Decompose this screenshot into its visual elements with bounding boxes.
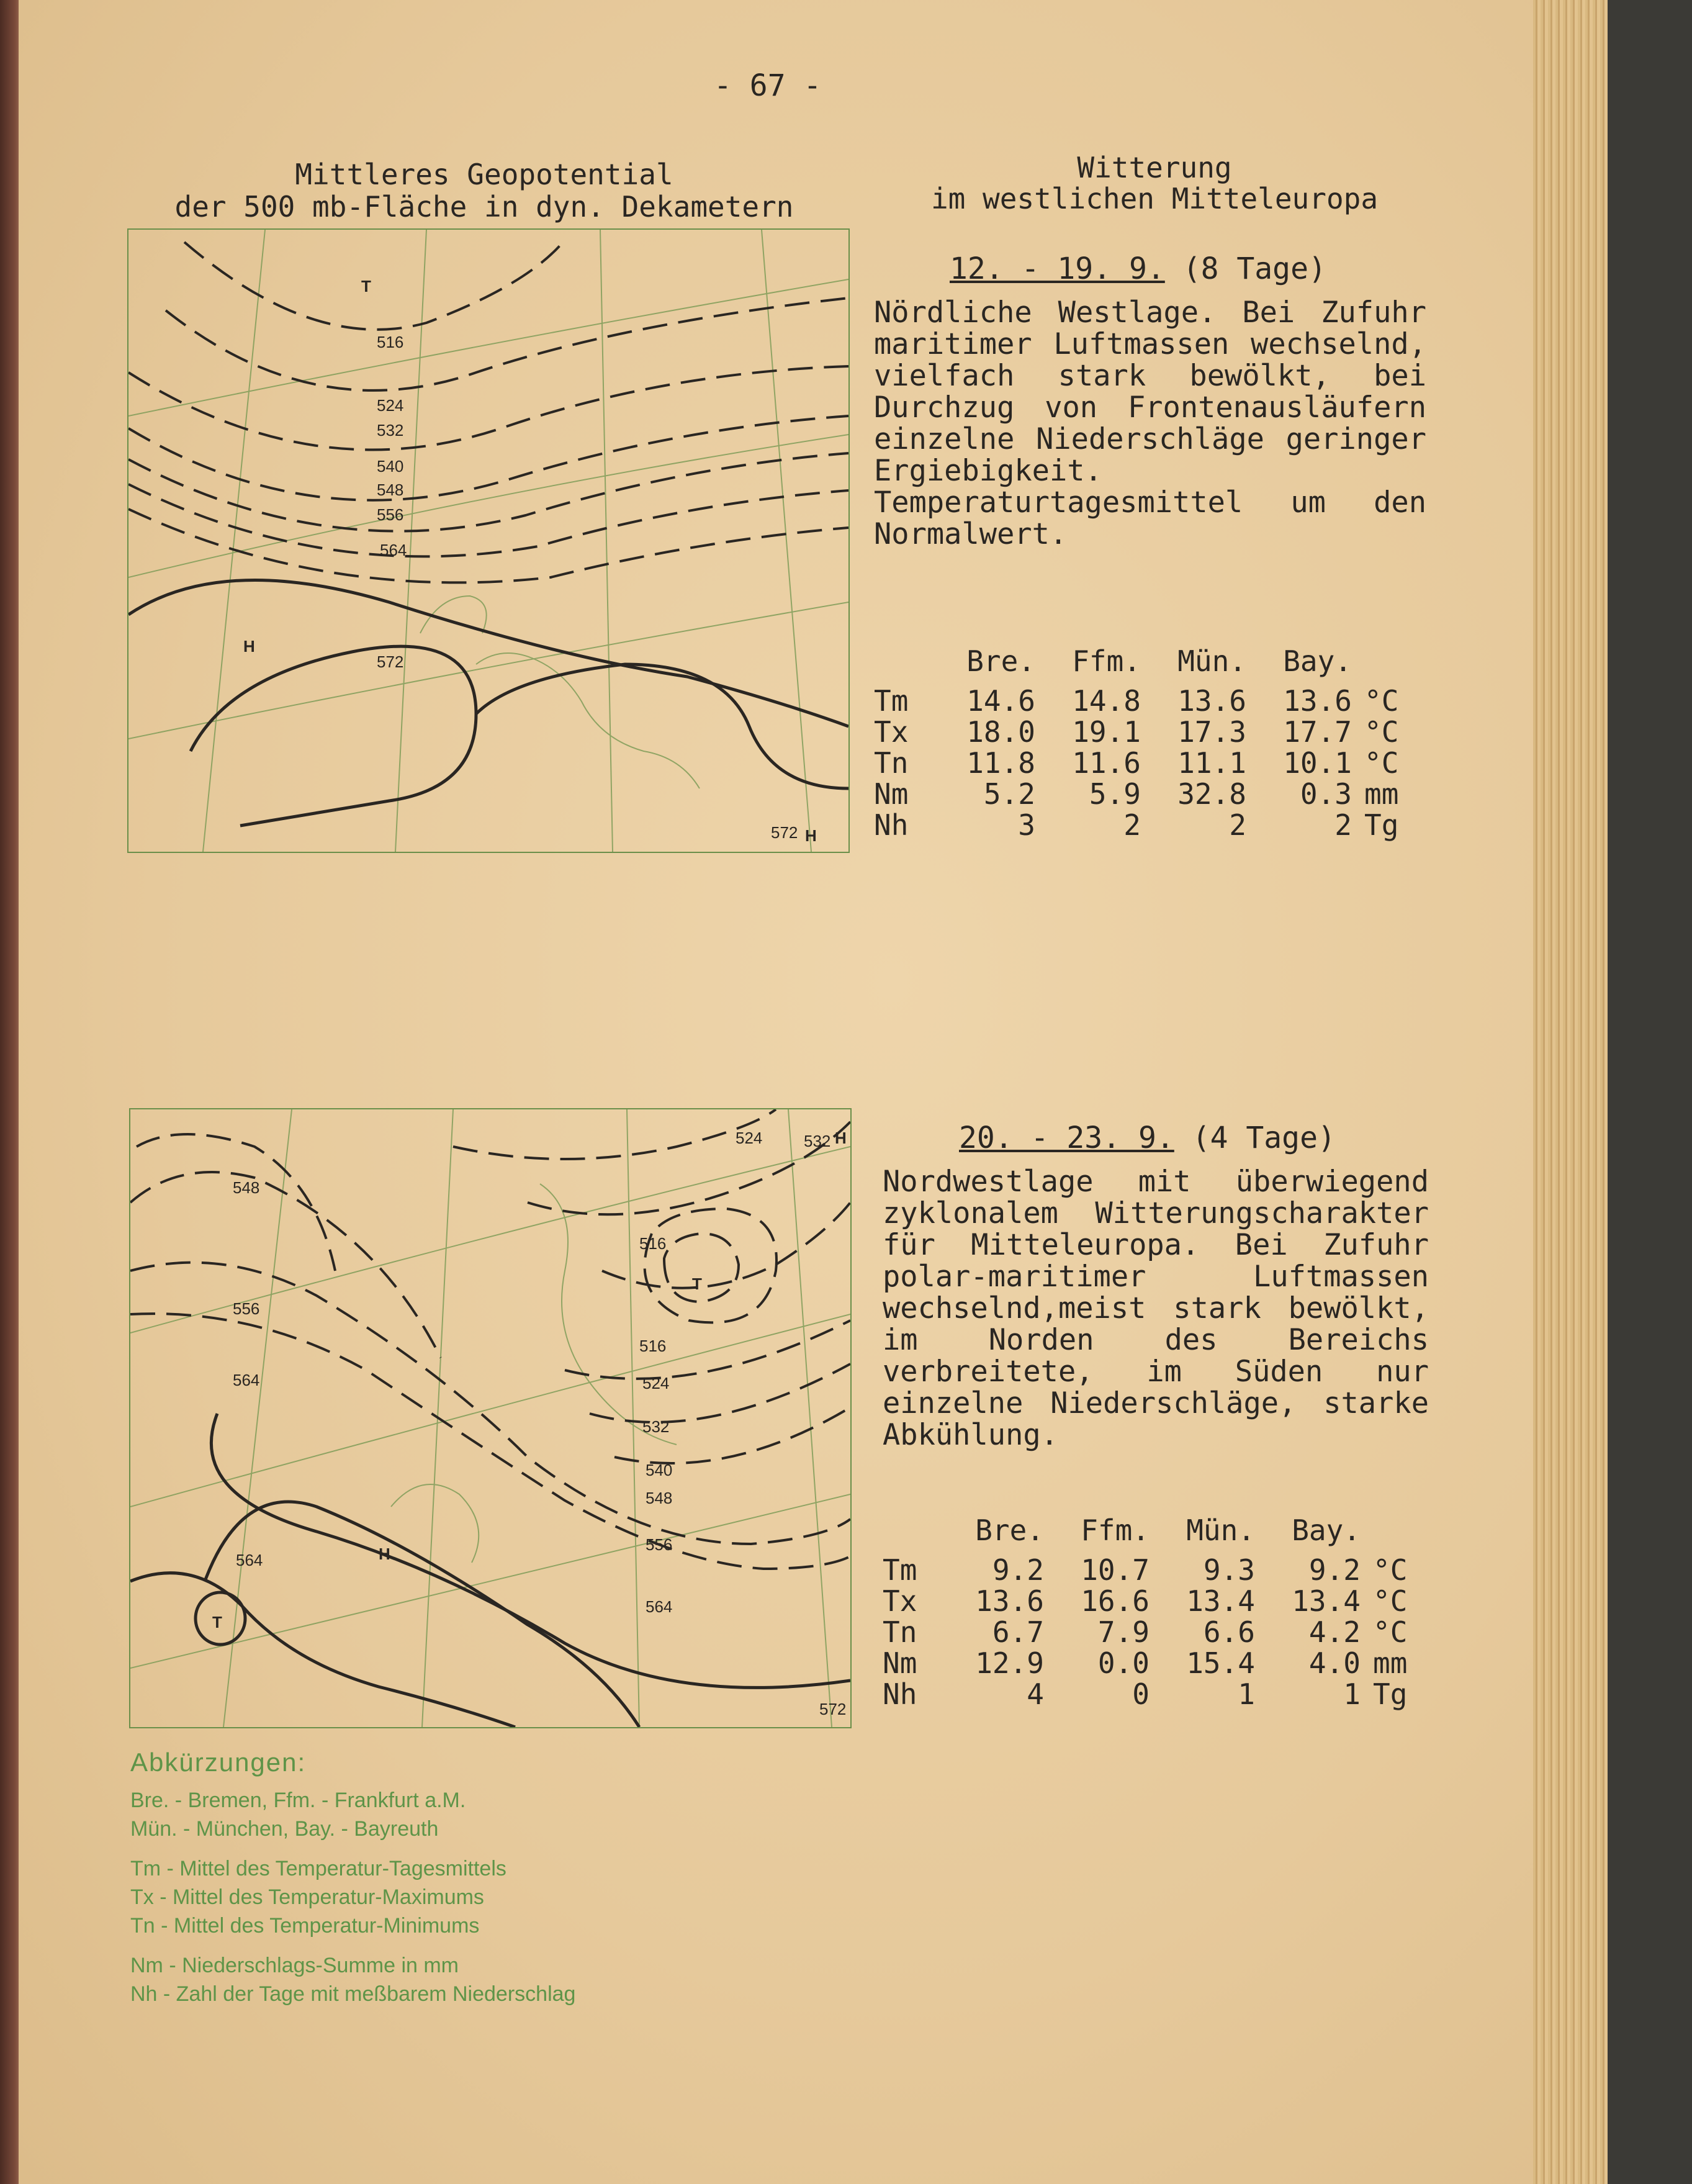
period-2-table [883,1515,1435,1710]
map-2-high-marker: H [379,1545,390,1563]
map-1-label-532: 532 [377,421,404,440]
cell: 0.0 [1097,1646,1150,1680]
map-2-solid-contours [130,1414,850,1727]
page-number: - 67 - [714,68,822,103]
period-2-dates: 20. - 23. 9. [959,1121,1174,1155]
map-1-label-564: 564 [380,541,407,559]
map-2-label-556: 556 [233,1299,260,1318]
period-1-table [874,646,1426,841]
legend-row: Nh - Zahl der Tage mit meßbarem Niederschlag [130,1982,576,2006]
map-1-label-572: 572 [377,652,404,671]
map-2-label-564: 564 [233,1371,260,1389]
map-2-label-516: 516 [639,1234,667,1253]
left-title-line-1: Mittleres Geopotential [295,158,673,191]
map-1-low-marker: T [361,277,371,296]
cell: 11.1 [1177,746,1246,780]
map-1-high-marker: H [243,637,255,656]
cell: 2 [1334,808,1352,842]
table-row [883,1555,1435,1586]
station-bremen: Bre. [975,1514,1044,1547]
map-2-label-564-south: 564 [236,1551,263,1569]
map-2-high-marker-top: H [835,1129,847,1147]
row-label: Nm [883,1646,917,1680]
table-row [883,1586,1435,1617]
table-row [874,685,1426,716]
legend-row: Tx - Mittel des Temperatur-Maximums [130,1885,484,1909]
map-1-solid-contours [128,580,848,826]
period-2-description: Nordwestlage mit überwiegend zyklonalem Witterungscharakter für Mitteleuropa. Bei Zufuhr polar-maritimer Luftmassen wechselnd,meist stark bewölkt, im Norden des Bereichs verbreitete, im Süden nur einzelne Niederschläge, starke Abkühlung. [883,1165,1429,1452]
map-2-label-532-top: 532 [804,1132,831,1150]
row-label: Tn [883,1615,917,1649]
cell: 9.2 [1308,1553,1361,1587]
cell: 17.3 [1177,715,1246,749]
row-label: Tm [883,1553,917,1587]
table-row [883,1617,1435,1648]
map-2-label-564: 564 [646,1597,673,1616]
map-2-label-572: 572 [819,1700,847,1718]
cell: 16.6 [1081,1584,1150,1618]
cell: 5.9 [1089,777,1141,811]
map-1-label-572-edge: 572 [771,823,798,842]
period-1-duration: (8 Tage) [1182,251,1326,286]
cell: 4.2 [1308,1615,1361,1649]
map-2-label-556: 556 [646,1535,673,1554]
cell: 11.6 [1072,746,1141,780]
unit: mm [1364,777,1399,811]
period-2-duration: (4 Tage) [1192,1121,1336,1155]
row-label: Tm [874,684,909,718]
cell: 13.4 [1186,1584,1255,1618]
cell: 0 [1132,1677,1150,1711]
geopotential-map-1 [127,228,850,853]
legend-spacer [130,1940,575,1951]
cell: 9.2 [992,1553,1044,1587]
period-1-table-header [874,646,1426,685]
cell: 0.3 [1300,777,1352,811]
right-title-line-2: im westlichen Mitteleuropa [930,182,1379,215]
row-label: Tn [874,746,909,780]
map-1-label-548: 548 [377,481,404,499]
map-2-label-524-top: 524 [736,1129,763,1147]
period-2-table-header [883,1515,1435,1555]
right-column-title [875,152,1434,214]
cell: 9.3 [1203,1553,1255,1587]
map-2-label-516-inner: 516 [639,1337,667,1355]
unit: °C [1373,1553,1408,1587]
row-label: Tx [874,715,909,749]
legend-row: Tm - Mittel des Temperatur-Tagesmittels [130,1857,506,1880]
legend-row: Tn - Mittel des Temperatur-Minimums [130,1914,480,1938]
map-2-label-548: 548 [646,1489,673,1507]
table-row [874,810,1426,841]
cell: 19.1 [1072,715,1141,749]
table-row [874,716,1426,747]
unit: Tg [1364,808,1399,842]
station-bremen: Bre. [966,644,1035,678]
station-frankfurt: Ffm. [1081,1514,1150,1547]
unit: °C [1373,1584,1408,1618]
period-1-heading [950,251,1326,286]
cell: 6.7 [992,1615,1044,1649]
row-label: Nh [883,1677,917,1711]
station-frankfurt: Ffm. [1072,644,1141,678]
map-1-dashed-contours [128,242,848,582]
cell: 13.6 [975,1584,1044,1618]
cell: 14.8 [1072,684,1141,718]
unit: °C [1364,715,1399,749]
period-1-description: Nördliche Westlage. Bei Zufuhr maritimer Luftmassen wechselnd, vielfach stark bewölkt, bei Durchzug von Frontenausläufern einzelne Niederschläge geringer Ergiebigkeit. Temperaturtagesmittel um den Normalwert. [874,296,1426,551]
map-2-drawing [130,1109,850,1727]
cell: 10.7 [1081,1553,1150,1587]
cell: 2 [1123,808,1141,842]
cell: 3 [1018,808,1035,842]
station-muenchen: Mün. [1177,644,1246,678]
cell: 5.2 [983,777,1035,811]
map-2-label-540: 540 [646,1461,673,1479]
left-column-title [112,158,857,223]
map-2-low-marker-west: T [212,1613,222,1631]
map-2-label-524: 524 [642,1374,670,1392]
unit: °C [1373,1615,1408,1649]
cell: 6.6 [1203,1615,1255,1649]
row-label: Nm [874,777,909,811]
map-1-drawing [128,230,848,852]
station-bayreuth: Bay. [1292,1514,1361,1547]
cell: 13.6 [1177,684,1246,718]
legend-row: Mün. - München, Bay. - Bayreuth [130,1817,439,1841]
cell: 12.9 [975,1646,1044,1680]
cell: 13.4 [1292,1584,1361,1618]
row-label: Nh [874,808,909,842]
unit: Tg [1373,1677,1408,1711]
cell: 17.7 [1283,715,1352,749]
cell: 1 [1343,1677,1361,1711]
page-edge [1533,0,1608,2184]
right-title-line-1: Witterung [1077,151,1232,184]
map-1-label-524: 524 [377,396,404,415]
cell: 2 [1229,808,1246,842]
left-title-line-2: der 500 mb-Fläche in dyn. Dekametern [174,190,794,223]
map-2-label-532: 532 [642,1417,670,1436]
map-1-label-516: 516 [377,333,404,351]
cell: 14.6 [966,684,1035,718]
cell: 7.9 [1097,1615,1150,1649]
legend-heading: Abkürzungen: [130,1748,307,1777]
table-row [874,747,1426,778]
cell: 11.8 [966,746,1035,780]
unit: mm [1373,1646,1408,1680]
table-row [874,778,1426,810]
table-row [883,1648,1435,1679]
map-1-label-540: 540 [377,457,404,476]
cell: 18.0 [966,715,1035,749]
legend-row: Nm - Niederschlags-Summe in mm [130,1954,459,1977]
legend-spacer [130,1843,575,1854]
map-2-low-marker-center: T [692,1275,702,1293]
table-row [883,1679,1435,1710]
geopotential-map-2 [129,1108,852,1728]
abbreviations-legend [130,1748,575,2008]
station-bayreuth: Bay. [1283,644,1352,678]
period-2-heading [959,1121,1336,1155]
unit: °C [1364,684,1399,718]
cell: 4.0 [1308,1646,1361,1680]
legend-row: Bre. - Bremen, Ffm. - Frankfurt a.M. [130,1789,466,1812]
cell: 10.1 [1283,746,1352,780]
map-1-high-marker-edge: H [805,826,817,845]
station-muenchen: Mün. [1186,1514,1255,1547]
map-1-label-556: 556 [377,505,404,524]
map-2-label-548: 548 [233,1178,260,1197]
period-1-dates: 12. - 19. 9. [950,251,1165,286]
unit: °C [1364,746,1399,780]
cell: 15.4 [1186,1646,1255,1680]
cell: 13.6 [1283,684,1352,718]
cell: 4 [1027,1677,1044,1711]
cell: 32.8 [1177,777,1246,811]
row-label: Tx [883,1584,917,1618]
cell: 1 [1238,1677,1255,1711]
